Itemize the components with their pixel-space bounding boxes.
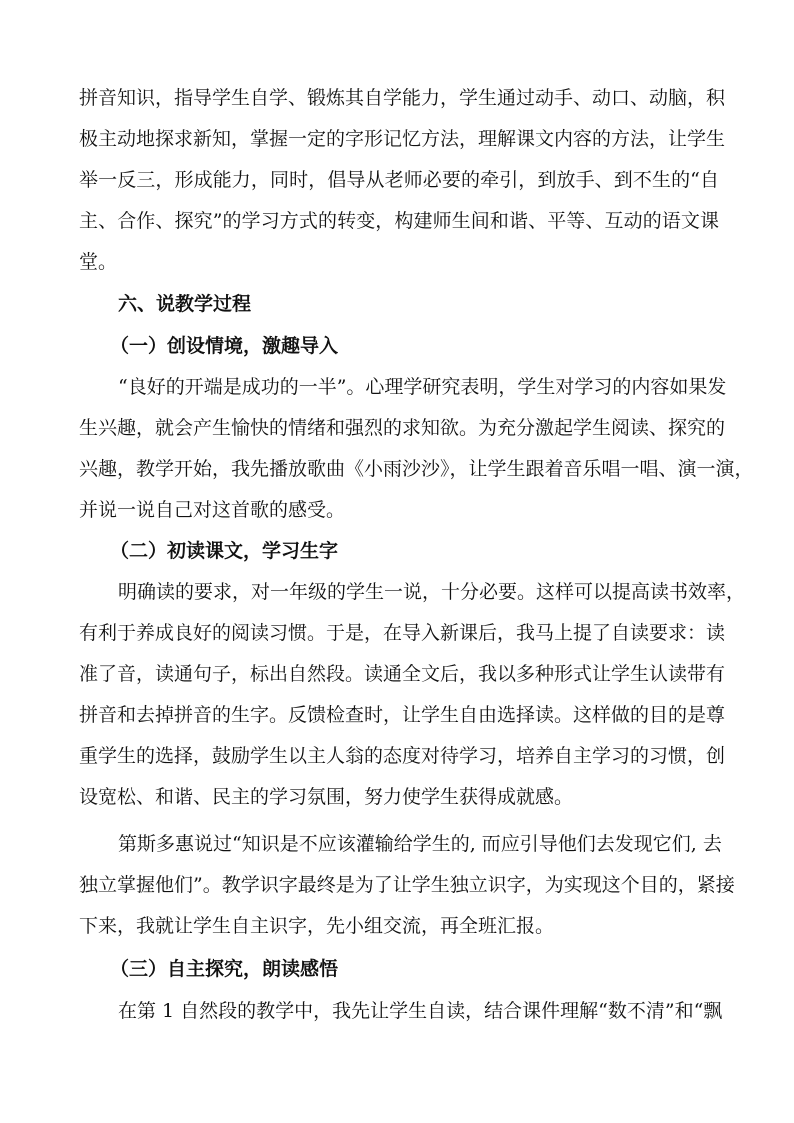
paragraph-line: 重学生的选择，鼓励学生以主人翁的态度对待学习，培养自主学习的习惯，创 (79, 745, 726, 767)
paragraph-line: 并说一说自己对这首歌的感受。 (79, 499, 346, 521)
paragraph-line: 第斯多惠说过“知识是不应该灌输给学生的, 而应引导他们去发现它们, 去 (118, 833, 722, 855)
paragraph-line: 明确读的要求，对一年级的学生一说，十分必要。这样可以提高读书效率， (118, 581, 746, 603)
paragraph-line: 有利于养成良好的阅读习惯。于是，在导入新课后，我马上提了自读要求：读 (79, 622, 726, 644)
paragraph-line: “良好的开端是成功的一半”。心理学研究表明，学生对学习的内容如果发 (118, 376, 727, 398)
paragraph-line: 极主动地探求新知，掌握一定的字形记忆方法，理解课文内容的方法，让学生 (79, 128, 726, 150)
paragraph-line: 设宽松、和谐、民主的学习氛围，努力使学生获得成就感。 (79, 786, 574, 808)
paragraph-line: 举一反三，形成能力，同时，倡导从老师必要的牵引，到放手、到不生的“自 (79, 169, 719, 191)
paragraph-line: 在第 1 自然段的教学中，我先让学生自读，结合课件理解“数不清”和“飘 (118, 1000, 723, 1022)
paragraph-line: 堂。 (79, 251, 118, 273)
paragraph-line: 下来，我就让学生自主识字，先小组交流，再全班汇报。 (79, 915, 555, 937)
paragraph-line: 准了音，读通句子，标出自然段。读通全文后，我以多种形式让学生认读带有 (79, 663, 726, 685)
subsection-heading: （二）初读课文，学习生字 (110, 540, 339, 562)
subsection-heading: （一）创设情境，激趣导入 (110, 335, 339, 357)
paragraph-line: 兴趣，教学开始，我先播放歌曲《小雨沙沙》，让学生跟着音乐唱一唱、演一演， (79, 458, 754, 480)
paragraph-line: 拼音知识，指导学生自学、锻炼其自学能力，学生通过动手、动口、动脑，积 (79, 87, 726, 109)
paragraph-line: 独立掌握他们”。教学识字最终是为了让学生独立识字，为实现这个目的，紧接 (79, 874, 735, 896)
section-heading: 六、说教学过程 (118, 293, 252, 315)
subsection-heading: （三）自主探究，朗读感悟 (110, 958, 339, 980)
paragraph-line: 拼音和去掉拼音的生字。反馈检查时，让学生自由选择读。这样做的目的是尊 (79, 704, 726, 726)
paragraph-line: 生兴趣，就会产生愉快的情绪和强烈的求知欲。为充分激起学生阅读、探究的 (79, 417, 726, 439)
paragraph-line: 主、合作、探究”的学习方式的转变，构建师生间和谐、平等、互动的语文课 (79, 210, 719, 232)
